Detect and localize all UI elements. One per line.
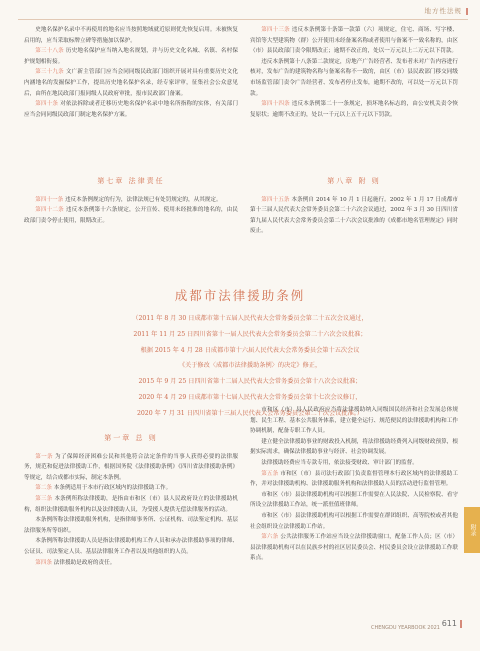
article-paragraph: 第二条 本条例适用于本市行政区域内的法律援助工作。 [35,485,172,492]
article-paragraph: 第三十八条 历史地名保护应当纳入地名规划，并与历史文化名城、名镇、名村保护规划相衔接。 [24,48,238,65]
article-paragraph: 第四十三条 违反本条例第十条第一款第（六）项规定，住宅、商场、写字楼、宾馆等大型建筑物（群）公开使用未经备案名称或者使用与备案不一致名称的，由区（市）县民政部门责令限期改正；逾期不改正的，处以一万元以上二万元以下罚款。 [250,27,458,55]
lower-left-column [24,433,238,568]
running-header [425,6,469,18]
chapter-7-block [24,176,238,226]
page-number: 611 [442,619,462,628]
article-paragraph: 第六条 公共法律服务工作站应当设立法律援助窗口，配备工作人员；区（市）县法律援助机构可以在民族乡村的社区居民委员会、村民委员会设立法律援助工作联系点。 [250,534,458,562]
chapter-title: 第八章 附 则 [327,177,381,185]
page-accent-bar [460,620,462,628]
enactment-line: 2015 年 9 月 25 日四川省第十二届人民代表大会常务委员会第十八次会议批准； [138,378,362,386]
chapter-title: 第一章 总 则 [104,434,158,442]
article-paragraph: 第四十五条 本条例自 2014 年 10 月 1 日起施行。2002 年 1 月 17 日成都市第十三届人民代表大会常务委员会第二十六次会议通过，2002 年 3 月 30 日四川省第九届人民代表大会常务委员会第二十六次会议批准的《成都市地名管理规定》同时废止。 [250,196,458,235]
enactment-line: 2020 年 4 月 29 日成都市第十七届人民代表大会常务委员会第十七次会议修订， [138,393,362,401]
document-title: 成都市法律援助条例 [174,288,306,303]
article-paragraph: 第五条 市和区（市）县司法行政部门负责监督管理本行政区域内的法律援助工作，并对法律援助机构、法律援助服务机构和法律援助人员的活动进行监督管理。 [250,470,458,488]
appendix-tab[interactable]: 附录 [464,507,480,553]
article-paragraph: 建立健全法律援助事业的财政投入机制，将法律援助经费列入同级财政预算，根据实际需求，确保法律援助事业与经济、社会协调发展。 [250,438,458,456]
upper-right-column [250,25,458,120]
footer-yearbook: CHENGDU YEARBOOK 2021 [370,625,440,631]
article-paragraph: 市和区（市）县法律援助机构可以根据工作需要在群团组织、高等院校或者其他社会组织设立法律援助工作站。 [250,512,458,530]
running-header-text: 地方性法规 [424,7,462,15]
header-divider [18,19,468,20]
article-paragraph: 本条例所称法律援助服务机构，是指律师事务所、公证机构、司法鉴定机构、基层法律服务所等组织。 [24,517,238,534]
article-paragraph: 法律援助经费应当专款专用，依法接受财政、审计部门的监督。 [261,459,418,466]
article-paragraph: 本条例所称法律援助人员是指法律援助机构工作人员和承办法律援助事项的律师、公证员、司法鉴定人员、基层法律服务工作者以及其他组织的人员。 [24,538,238,555]
lower-right-column [250,405,458,564]
article-paragraph: 史地名保护名录中不再使用的地名应当按照地域就近原则优先恢复启用。未被恢复启用的，应当采取标牌立碑等措施加以保护。 [24,27,238,44]
enactment-line: 根据 2015 年 4 月 28 日成都市第十六届人民代表大会常务委员会第十五次会议 [140,346,360,354]
enactment-line: 2011 年 11 月 25 日四川省第十一届人民代表大会常务委员会第二十六次会议批准； [133,330,367,338]
article-paragraph: 第四十四条 违反本条例第二十一条规定，损坏地名标志的，由公安机关责令恢复原状；逾期不改正的，处以一千元以上五千元以下罚款。 [250,101,458,118]
article-paragraph: 第三条 本条例所称法律援助，是指由市和区（市）县人民政府设立的法律援助机构，组织法律援助服务机构以及法律援助人员，为受援人提供无偿法律服务的活动。 [24,495,238,513]
article-paragraph: 第四十二条 违反本条例第十六条规定，公开宣传、使用未经批准的地名的，由民政部门责令停止使用，限期改正。 [24,207,238,224]
article-paragraph: 第四十一条 违反本条例规定的行为，法律法规已有处罚规定的，从其规定。 [35,196,222,203]
chapter-title: 第七章 法律责任 [97,177,165,185]
enactment-line: 《关于修改〈成都市法律援助条例〉的决定》修正， [178,362,322,370]
article-paragraph: 违反本条例第十八条第二款规定，房地产广告经营者、发布者未对广告内容进行核对，发布广告的建筑物名称与备案名称不一致的，由区（市）县民政部门移交同级市场监管部门责令广告经营者、发布者停止发布，逾期不改的，可以处一万元以下罚款。 [250,58,458,97]
article-paragraph: 市和区（市）县人民政府应当将法律援助纳入同级国民经济和社会发展总体规划、民生工程、基本公共服务体系，建立健全运行、规范便民的法律援助机构和工作协调机制，配备专职工作人员。 [250,407,458,435]
enactment-line: （2011 年 8 月 30 日成都市第十五届人民代表大会常务委员会第二十五次会议通过， [132,315,368,322]
chapter-8-block [250,176,458,237]
article-paragraph: 第三十九条 文广新主管部门应当会同同级民政部门组织开展对具有重要历史文化内涵地名的发掘保护工作，提出历史地名保护名录，经专家评审，征集社会公众意见后，由所在地民政部门报同级人民政府审批，报市民政部门备案。 [24,69,238,97]
article-paragraph: 第一条 为了保障经济困难公民和其他符合法定条件的当事人获得必要的法律服务，规范和促进法律援助工作，根据国务院《法律援助条例》《四川省法律援助条例》等规定，结合成都市实际，制定本条例。 [24,453,238,481]
article-paragraph: 第四条 法律援助是政府的责任。 [35,559,116,566]
header-accent-bar [466,8,468,15]
article-paragraph: 市和区（市）县法律援助机构可以根据工作需要在人民法院、人民检察院、看守所设立法律援助工作站，统一派驻值班律师。 [250,491,458,509]
enactment-line: 2020 年 7 月 31 日四川省第十三届人民代表大会常务委员会第二十次会议批准。） [136,409,364,417]
upper-left-column [24,25,238,120]
article-paragraph: 第四十条 对依法拆除或者迁移历史地名保护名录中地名所指称的实体，有关部门应当会同同级民政部门制定地名保护方案。 [24,101,238,118]
